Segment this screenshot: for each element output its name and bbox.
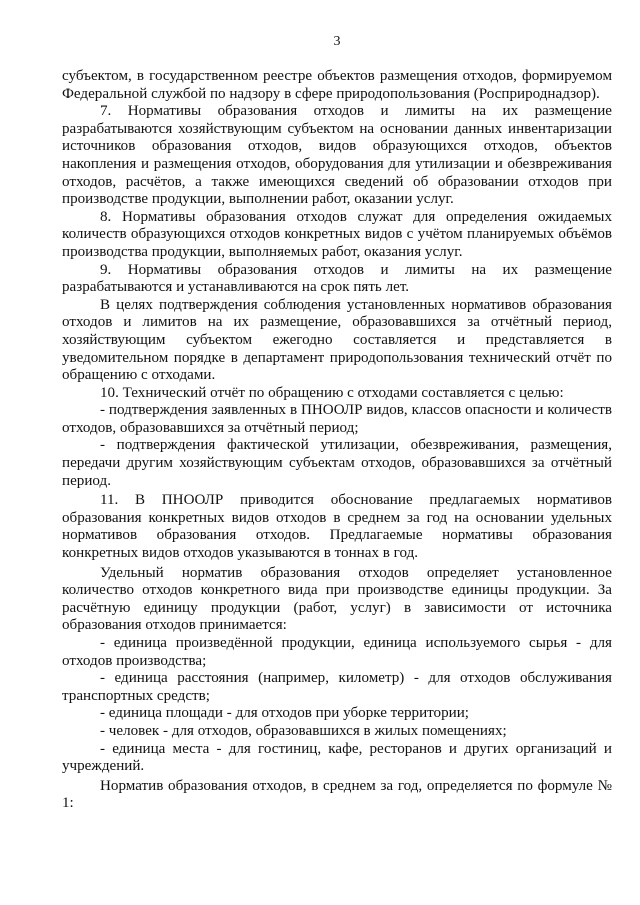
page-number: 3 bbox=[333, 34, 341, 49]
list-item-confirm-declared: - подтверждения заявленных в ПНООЛР видов, классов опасности и количеств отходов, образовавшихся за отчётный период; bbox=[62, 402, 612, 436]
list-item-person-unit: - человек - для отходов, образовавшихся в жилых помещениях; bbox=[100, 722, 507, 739]
list-item-confirm-actual: - подтверждения фактической утилизации, обезвреживания, размещения, передачи другим хозяйствующим субъектам отходов, образовавшихся за отчётный период. bbox=[62, 437, 612, 489]
document-body bbox=[62, 68, 612, 813]
paragraph-item-9: 9. Нормативы образования отходов и лимиты на их размещение разрабатываются и устанавливаются на срок пять лет. bbox=[62, 261, 612, 296]
list-item-place-unit: - единица места - для гостиниц, кафе, ресторанов и других организаций и учреждений. bbox=[62, 740, 612, 775]
paragraph-item-10: 10. Технический отчёт по обращению с отходами составляется с целью: bbox=[100, 384, 564, 401]
paragraph-item-7: 7. Нормативы образования отходов и лимиты на их размещение разрабатываются хозяйствующим субъектом на основании данных инвентаризации источников образования отходов, видов образующихся отходов, объектов накопления и размещения отходов, оборудования для утилизации и обезвреживания отходов, расчётов, а также имеющихся сведений об образовании отходов при производстве продукции, выполнении работ, оказании услуг. bbox=[62, 103, 612, 208]
paragraph-continuation: субъектом, в государственном реестре объектов размещения отходов, формируемом Федеральной службой по надзору в сфере природопользования (Росприроднадзор). bbox=[62, 68, 612, 102]
list-item-distance-unit: - единица расстояния (например, километр) - для отходов обслуживания транспортных средств; bbox=[62, 670, 612, 704]
list-item-production-unit: - единица произведённой продукции, единица используемого сырья - для отходов производства; bbox=[62, 635, 612, 669]
paragraph-item-11: 11. В ПНООЛР приводится обоснование предлагаемых нормативов образования конкретных видов отходов в среднем за год на основании удельных нормативов образования отходов. Предлагаемые нормативы образования конкретных видов отходов указываются в тоннах в год. bbox=[62, 492, 612, 562]
paragraph-formula-intro: Норматив образования отходов, в среднем за год, определяется по формуле № 1: bbox=[62, 777, 612, 812]
list-item-area-unit: - единица площади - для отходов при уборке территории; bbox=[100, 705, 469, 722]
paragraph-technical-report: В целях подтверждения соблюдения установленных нормативов образования отходов и лимитов на их размещение, образовавшихся за отчётный период, хозяйствующим субъектом ежегодно составляется и представляется в уведомительном порядке в департамент природопользования технический отчёт по обращению с отходами. bbox=[62, 296, 612, 384]
paragraph-item-8: 8. Нормативы образования отходов служат для определения ожидаемых количеств образующихся отходов конкретных видов с учётом планируемых объёмов производства продукции, выполняемых работ, оказания услуг. bbox=[62, 208, 612, 260]
paragraph-specific-norm: Удельный норматив образования отходов определяет установленное количество отходов конкретного вида при производстве единицы продукции. За расчётную единицу продукции (работ, услуг) в зависимости от источника образования отходов принимается: bbox=[62, 564, 612, 634]
